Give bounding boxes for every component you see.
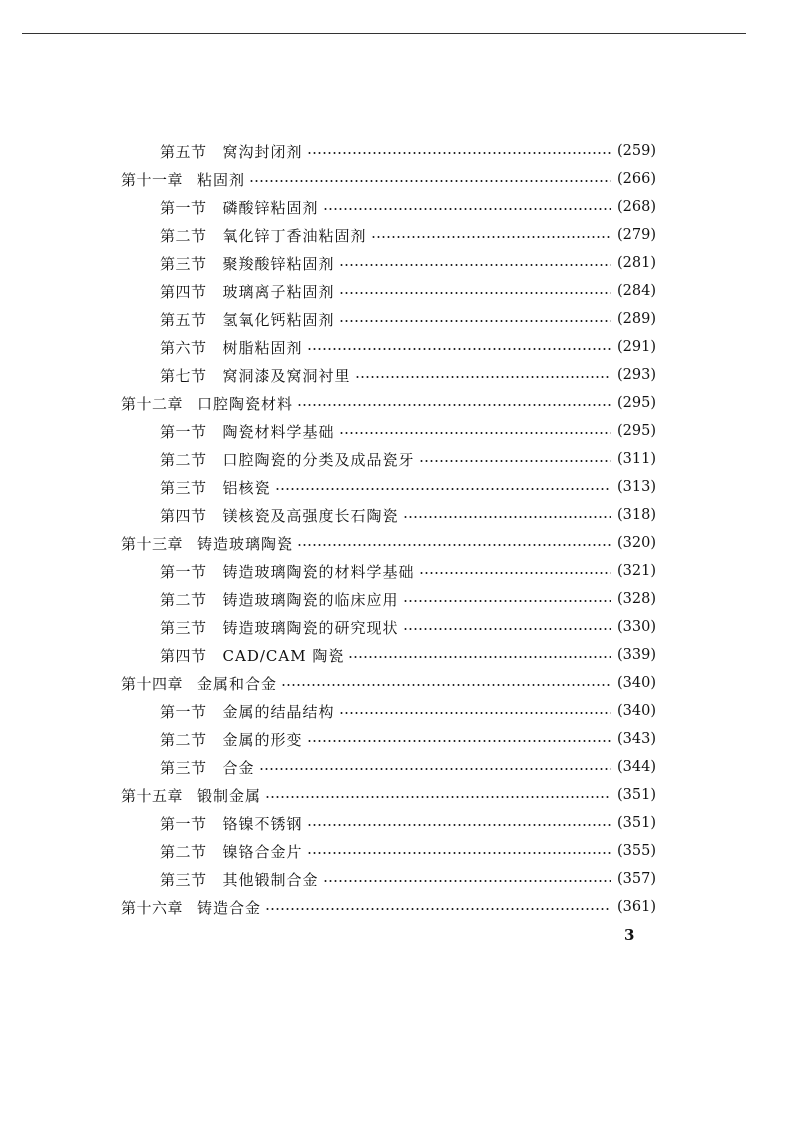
toc-chapter-entry[interactable]: [121, 531, 656, 555]
toc-entry-page: (311): [617, 451, 656, 467]
dot-leader: [307, 852, 611, 854]
toc-entry-page: (361): [617, 899, 656, 915]
toc-section-entry[interactable]: [160, 335, 656, 359]
toc-section-entry[interactable]: [160, 307, 656, 331]
toc-entry-title: 铸造玻璃陶瓷的材料学基础: [222, 562, 415, 581]
toc-entry-title: 口腔陶瓷材料: [197, 394, 294, 413]
toc-entry-page: (291): [617, 339, 656, 355]
toc-entry-page: (266): [617, 171, 656, 187]
toc-section-entry[interactable]: [160, 195, 656, 219]
dot-leader: [339, 264, 611, 266]
toc-entry-number: 第二节: [160, 730, 207, 749]
toc-section-entry[interactable]: [160, 643, 656, 667]
toc-entry-number: 第一节: [160, 814, 207, 833]
dot-leader: [403, 516, 611, 518]
toc-entry-number: 第十六章: [121, 898, 184, 917]
toc-entry-number: 第四节: [160, 506, 207, 525]
toc-entry-number: 第七节: [160, 366, 207, 385]
toc-entry-page: (351): [617, 815, 656, 831]
toc-entry-title: 铸造玻璃陶瓷: [197, 534, 294, 553]
toc-chapter-entry[interactable]: [121, 783, 656, 807]
toc-section-entry[interactable]: [160, 419, 656, 443]
dot-leader: [307, 152, 611, 154]
toc-entry-page: (284): [617, 283, 656, 299]
toc-section-entry[interactable]: [160, 839, 656, 863]
toc-entry-number: 第一节: [160, 198, 207, 217]
toc-entry-number: 第十二章: [121, 394, 184, 413]
toc-entry-number: 第十一章: [121, 170, 184, 189]
toc-section-entry[interactable]: [160, 139, 656, 163]
toc-entry-title: 氢氧化钙粘固剂: [222, 310, 335, 329]
toc-entry-title: 粘固剂: [197, 170, 246, 189]
toc-entry-number: 第一节: [160, 702, 207, 721]
toc-entry-title: 合金: [222, 758, 255, 777]
toc-entry-page: (328): [617, 591, 656, 607]
toc-entry-number: 第二节: [160, 842, 207, 861]
toc-chapter-entry[interactable]: [121, 167, 656, 191]
toc-section-entry[interactable]: [160, 447, 656, 471]
toc-entry-number: 第三节: [160, 618, 207, 637]
dot-leader: [275, 488, 611, 490]
toc-entry-page: (295): [617, 423, 656, 439]
toc-entry-title: 镁核瓷及高强度长石陶瓷: [222, 506, 399, 525]
toc-entry-title: 铸造玻璃陶瓷的临床应用: [222, 590, 399, 609]
toc-entry-page: (343): [617, 731, 656, 747]
toc-section-entry[interactable]: [160, 251, 656, 275]
dot-leader: [323, 208, 611, 210]
toc-entry-number: 第四节: [160, 646, 207, 665]
toc-entry-number: 第十三章: [121, 534, 184, 553]
toc-section-entry[interactable]: [160, 615, 656, 639]
toc-entry-title: 锻制金属: [197, 786, 262, 805]
toc-entry-number: 第一节: [160, 562, 207, 581]
toc-entry-number: 第五节: [160, 142, 207, 161]
toc-section-entry[interactable]: [160, 867, 656, 891]
toc-entry-page: (295): [617, 395, 656, 411]
toc-entry-number: 第三节: [160, 870, 207, 889]
toc-entry-page: (313): [617, 479, 656, 495]
dot-leader: [307, 348, 611, 350]
toc-entry-title: CAD/CAM 陶瓷: [222, 646, 345, 665]
toc-entry-page: (321): [617, 563, 656, 579]
toc-entry-page: (318): [617, 507, 656, 523]
dot-leader: [297, 544, 611, 546]
toc-entry-title: 窝洞漆及窝洞衬里: [222, 366, 351, 385]
dot-leader: [265, 908, 611, 910]
toc-entry-title: 氧化锌丁香油粘固剂: [222, 226, 367, 245]
toc-entry-page: (351): [617, 787, 656, 803]
dot-leader: [281, 684, 611, 686]
toc-section-entry[interactable]: [160, 587, 656, 611]
toc-entry-page: (268): [617, 199, 656, 215]
toc-entry-page: (340): [617, 703, 656, 719]
dot-leader: [297, 404, 611, 406]
toc-entry-number: 第六节: [160, 338, 207, 357]
toc-section-entry[interactable]: [160, 755, 656, 779]
toc-entry-page: (340): [617, 675, 656, 691]
toc-entry-title: 金属和合金: [197, 674, 278, 693]
toc-entry-number: 第三节: [160, 478, 207, 497]
dot-leader: [339, 712, 611, 714]
toc-entry-page: (281): [617, 255, 656, 271]
dot-leader: [339, 292, 611, 294]
toc-chapter-entry[interactable]: [121, 391, 656, 415]
toc-entry-page: (344): [617, 759, 656, 775]
toc-entry-number: 第十四章: [121, 674, 184, 693]
dot-leader: [403, 600, 611, 602]
toc-entry-page: (279): [617, 227, 656, 243]
toc-entry-title: 树脂粘固剂: [222, 338, 303, 357]
page-number: 3: [624, 926, 635, 944]
toc-entry-title: 金属的形变: [222, 730, 303, 749]
toc-section-entry[interactable]: [160, 503, 656, 527]
toc-entry-page: (320): [617, 535, 656, 551]
toc-chapter-entry[interactable]: [121, 671, 656, 695]
toc-entry-title: 磷酸锌粘固剂: [222, 198, 319, 217]
toc-entry-title: 金属的结晶结构: [222, 702, 335, 721]
toc-section-entry[interactable]: [160, 699, 656, 723]
toc-entry-title: 铝核瓷: [222, 478, 271, 497]
toc-entry-title: 玻璃离子粘固剂: [222, 282, 335, 301]
dot-leader: [355, 376, 611, 378]
toc-entry-page: (355): [617, 843, 656, 859]
toc-entry-page: (357): [617, 871, 656, 887]
toc-entry-page: (330): [617, 619, 656, 635]
toc-entry-title: 铸造玻璃陶瓷的研究现状: [222, 618, 399, 637]
toc-entry-title: 口腔陶瓷的分类及成品瓷牙: [222, 450, 415, 469]
toc-section-entry[interactable]: [160, 727, 656, 751]
toc-section-entry[interactable]: [160, 223, 656, 247]
dot-leader: [348, 656, 611, 658]
toc-entry-title: 镍铬合金片: [222, 842, 303, 861]
dot-leader: [323, 880, 611, 882]
dot-leader: [339, 432, 611, 434]
toc-entry-title: 窝沟封闭剂: [222, 142, 303, 161]
toc-entry-number: 第三节: [160, 758, 207, 777]
toc-section-entry[interactable]: [160, 279, 656, 303]
toc-entry-title: 铸造合金: [197, 898, 262, 917]
toc-section-entry[interactable]: [160, 811, 656, 835]
dot-leader: [307, 824, 611, 826]
dot-leader: [259, 768, 611, 770]
header-rule: [22, 33, 746, 34]
toc-entry-number: 第十五章: [121, 786, 184, 805]
dot-leader: [403, 628, 611, 630]
toc-entry-number: 第二节: [160, 590, 207, 609]
dot-leader: [339, 320, 611, 322]
toc-entry-number: 第二节: [160, 226, 207, 245]
dot-leader: [307, 740, 611, 742]
dot-leader: [371, 236, 611, 238]
toc-entry-page: (339): [617, 647, 656, 663]
toc-section-entry[interactable]: [160, 559, 656, 583]
dot-leader: [249, 180, 611, 182]
toc-entry-page: (259): [617, 143, 656, 159]
toc-section-entry[interactable]: [160, 475, 656, 499]
toc-entry-title: 陶瓷材料学基础: [222, 422, 335, 441]
dot-leader: [419, 572, 611, 574]
dot-leader: [265, 796, 611, 798]
toc-entry-number: 第四节: [160, 282, 207, 301]
toc-entry-page: (293): [617, 367, 656, 383]
toc-section-entry[interactable]: [160, 363, 656, 387]
dot-leader: [419, 460, 611, 462]
toc-entry-number: 第五节: [160, 310, 207, 329]
toc-entry-number: 第一节: [160, 422, 207, 441]
toc-entry-number: 第三节: [160, 254, 207, 273]
toc-chapter-entry[interactable]: [121, 895, 656, 919]
toc-entry-title: 其他锻制合金: [222, 870, 319, 889]
toc-entry-page: (289): [617, 311, 656, 327]
toc-entry-number: 第二节: [160, 450, 207, 469]
toc-entry-title: 聚羧酸锌粘固剂: [222, 254, 335, 273]
toc-entry-title: 铬镍不锈钢: [222, 814, 303, 833]
